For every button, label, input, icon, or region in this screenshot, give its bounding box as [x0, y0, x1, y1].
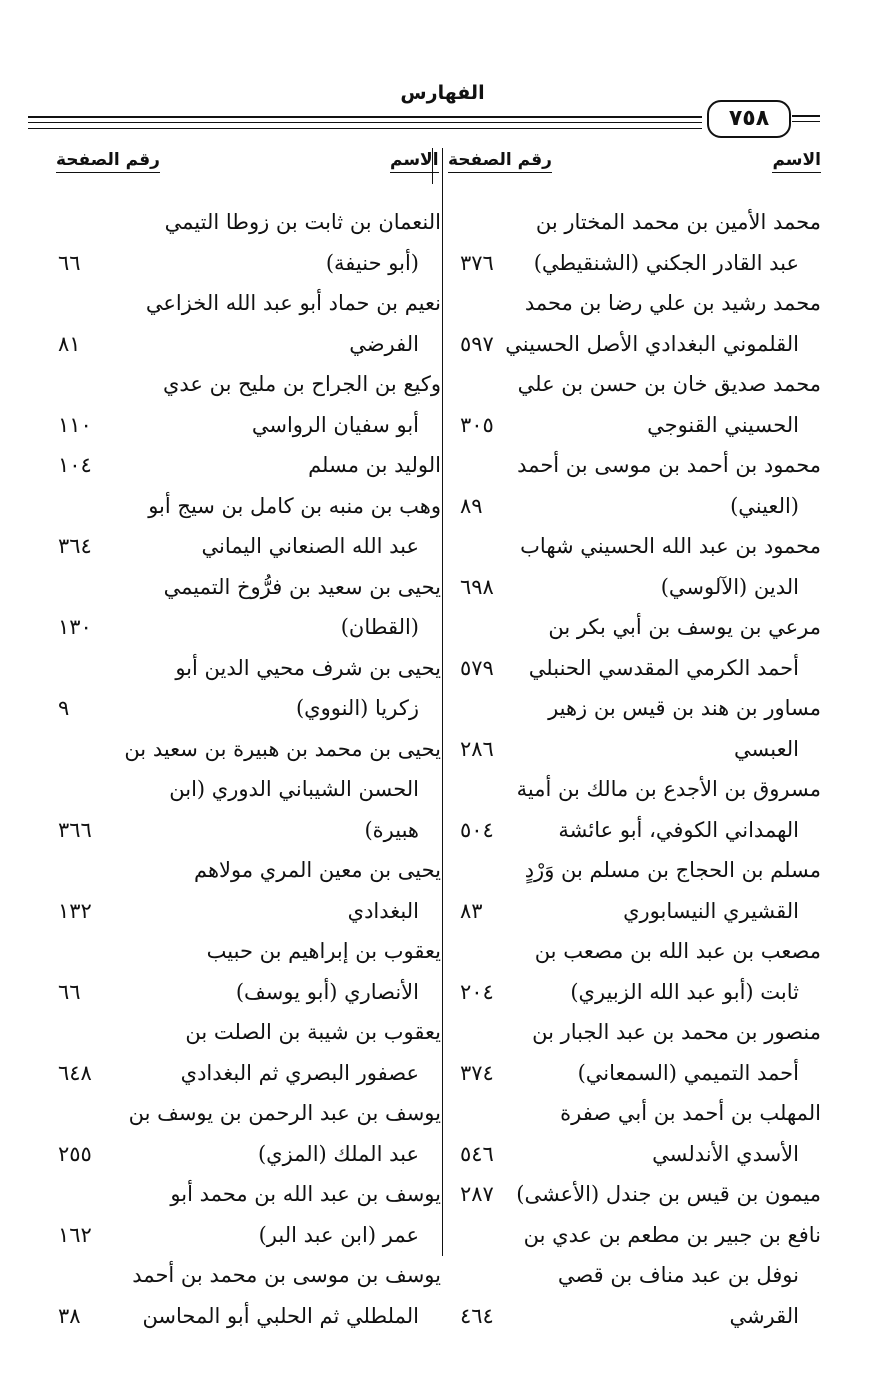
list-item-line: الدين (الآلوسي) ٦٩٨: [456, 567, 821, 608]
list-item-line: الوليد بن مسلم ١٠٤: [58, 445, 441, 486]
page-ref: ٥٠٤: [460, 817, 494, 842]
page-ref: ٨٩: [460, 493, 483, 518]
page-number-badge: ٧٥٨: [707, 100, 791, 138]
page-ref: ٥٩٧: [460, 331, 494, 356]
page-ref: ٥٧٩: [460, 655, 494, 680]
list-item-line: أحمد التميمي (السمعاني) ٣٧٤: [456, 1053, 821, 1094]
page-ref: ١٣٠: [58, 615, 92, 639]
list-item-line: عبد القادر الجكني (الشنقيطي) ٣٧٦: [456, 243, 821, 284]
list-item-line: محمد رشيد بن علي رضا بن محمد: [524, 291, 821, 315]
list-item-line: عصفور البصري ثم البغدادي ٦٤٨: [58, 1053, 441, 1094]
list-item-line: أحمد الكرمي المقدسي الحنبلي ٥٧٩: [456, 648, 821, 689]
page-title: الفهارس: [400, 82, 485, 104]
list-item-line: مسروق بن الأجدع بن مالك بن أمية: [516, 777, 821, 801]
list-item-line: الفرضي ٨١: [58, 324, 441, 365]
page-ref: ٣٨: [58, 1303, 81, 1328]
list-item-line: عمر (ابن عبد البر) ١٦٢: [58, 1215, 441, 1256]
list-item-line: وكيع بن الجراح بن مليح بن عدي: [162, 372, 441, 396]
list-item-line: القشيري النيسابوري ٨٣: [456, 891, 821, 932]
page-ref: ٢٥٥: [58, 1141, 92, 1166]
page-ref: ١٣٢: [58, 898, 92, 923]
header-rule-left: [28, 116, 702, 118]
list-item-line: يحيى بن محمد بن هبيرة بن سعيد بن: [124, 736, 441, 761]
left-name-header: الاسم: [390, 150, 439, 170]
list-item-line: الملطلي ثم الحلبي أبو المحاسن ٣٨: [58, 1296, 441, 1337]
list-item-line: الهمداني الكوفي، أبو عائشة ٥٠٤: [456, 810, 821, 851]
list-item-line: يحيى بن شرف محيي الدين أبو: [175, 655, 441, 680]
page-ref: ٦٦: [58, 979, 81, 1004]
list-item-line: منصور بن محمد بن عبد الجبار بن: [532, 1020, 821, 1044]
right-page-header: رقم الصفحة: [448, 150, 552, 170]
left-page-header: رقم الصفحة: [56, 150, 160, 170]
page-ref: ١٦٢: [58, 1222, 92, 1247]
page-ref: ٥٤٦: [460, 1141, 494, 1166]
left-index-column: [58, 202, 441, 1336]
list-item-line: نوفل بن عبد مناف بن قصي: [557, 1263, 799, 1287]
list-item-line: القرشي ٤٦٤: [456, 1296, 821, 1337]
page-ref: ٨١: [58, 331, 81, 356]
list-item-line: يوسف بن عبد الرحمن بن يوسف بن: [128, 1101, 441, 1125]
list-item-line: (العيني) ٨٩: [456, 486, 821, 527]
list-item-line: يحيى بن معين المري مولاهم: [194, 858, 441, 882]
list-item-line: أبو سفيان الرواسي ١١٠: [58, 405, 441, 446]
list-item-line: وهب بن منبه بن كامل بن سيج أبو: [148, 493, 441, 518]
list-item-line: عبد الملك (المزي) ٢٥٥: [58, 1134, 441, 1175]
page-ref: ٣٠٥: [460, 412, 494, 437]
list-item-line: مرعي بن يوسف بن أبي بكر بن: [548, 615, 821, 639]
page-ref: ٢٨٧: [460, 1182, 494, 1206]
page-ref: ٨٣: [460, 898, 483, 923]
page-ref: ٣٦٦: [58, 817, 92, 842]
list-item-line: نافع بن جبير بن مطعم بن عدي بن: [523, 1222, 821, 1247]
list-item-line: مصعب بن عبد الله بن مصعب بن: [534, 939, 821, 963]
page-ref: ٩: [58, 696, 70, 720]
right-name-header: الاسم: [772, 150, 821, 170]
right-index-column: [456, 202, 821, 1336]
list-item-line: الأسدي الأندلسي ٥٤٦: [456, 1134, 821, 1175]
page-ref: ٢٠٤: [460, 979, 494, 1004]
page-ref: ٣٧٦: [460, 250, 494, 275]
list-item-line: ثابت (أبو عبد الله الزبيري) ٢٠٤: [456, 972, 821, 1013]
list-item-line: العبسي ٢٨٦: [456, 729, 821, 770]
page-ref: ٤٦٤: [460, 1303, 494, 1328]
list-item-line: نعيم بن حماد أبو عبد الله الخزاعي: [145, 291, 441, 315]
list-item-line: مسلم بن الحجاج بن مسلم بن وَرْدٍ: [524, 858, 821, 882]
list-item-line: يعقوب بن شيبة بن الصلت بن: [185, 1020, 441, 1044]
list-item-line: محمود بن عبد الله الحسيني شهاب: [520, 534, 821, 558]
page-ref: ٣٦٤: [58, 534, 92, 558]
header-rule-bottom: [28, 128, 702, 129]
page-ref: ٦٤٨: [58, 1060, 92, 1085]
list-item-line: البغدادي ١٣٢: [58, 891, 441, 932]
header-rule-left-lower: [28, 122, 702, 123]
header-rule-right-lower: [792, 121, 820, 122]
list-item-line: يعقوب بن إبراهيم بن حبيب: [206, 939, 441, 963]
list-item-line: محمود بن أحمد بن موسى بن أحمد: [517, 453, 821, 477]
list-item-line: النعمان بن ثابت بن زوطا التيمي: [164, 210, 441, 234]
page-ref: ٦٦: [58, 250, 81, 275]
page-ref: ٢٨٦: [460, 736, 494, 761]
column-divider-center: [442, 148, 443, 1256]
list-item-line: يوسف بن موسى بن محمد بن أحمد: [132, 1263, 441, 1287]
list-item-line: يحيى بن سعيد بن فرُّوخ التميمي: [163, 574, 441, 599]
list-item-line: ميمون بن قيس بن جندل (الأعشى) ٢٨٧: [456, 1174, 821, 1215]
page-ref: ١٠٤: [58, 453, 92, 477]
list-item-line: محمد الأمين بن محمد المختار بن: [535, 210, 821, 234]
list-item-line: (القطان) ١٣٠: [58, 607, 441, 648]
list-item-line: (أبو حنيفة) ٦٦: [58, 243, 441, 284]
list-item-line: الأنصاري (أبو يوسف) ٦٦: [58, 972, 441, 1013]
list-item-line: المهلب بن أحمد بن أبي صفرة: [560, 1101, 821, 1125]
list-item-line: مساور بن هند بن قيس بن زهير: [548, 696, 821, 720]
list-item-line: محمد صديق خان بن حسن بن علي: [517, 372, 821, 396]
page-ref: ١١٠: [58, 412, 92, 437]
list-item-line: زكريا (النووي) ٩: [58, 688, 441, 729]
list-item-line: يوسف بن عبد الله بن محمد أبو: [170, 1182, 441, 1206]
page-ref: ٦٩٨: [460, 574, 494, 599]
list-item-line: عبد الله الصنعاني اليماني ٣٦٤: [58, 526, 441, 567]
list-item-line: الحسيني القنوجي ٣٠٥: [456, 405, 821, 446]
list-item-line: القلموني البغدادي الأصل الحسيني ٥٩٧: [456, 324, 821, 365]
page-ref: ٣٧٤: [460, 1060, 494, 1085]
list-item-line: الحسن الشيباني الدوري (ابن: [169, 777, 419, 801]
list-item-line: هبيرة) ٣٦٦: [58, 810, 441, 851]
header-rule-right: [792, 115, 820, 117]
